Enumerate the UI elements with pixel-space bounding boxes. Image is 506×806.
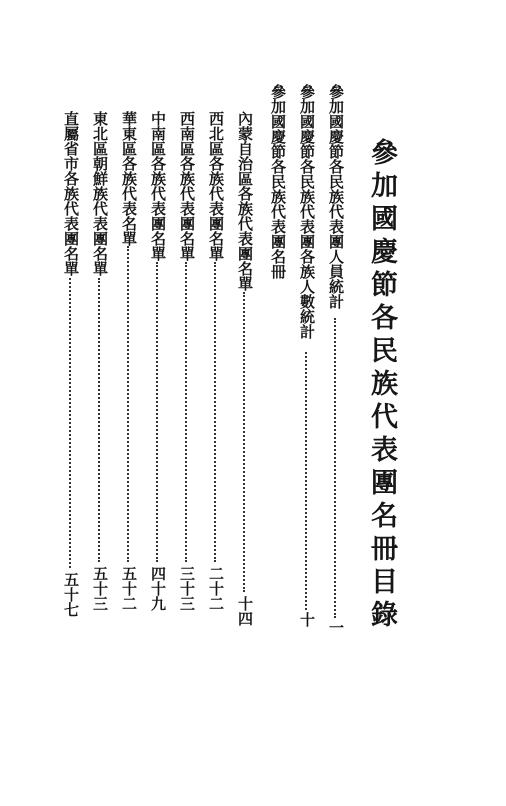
toc-entry-label: 西南區各族代表團名單 bbox=[178, 111, 196, 261]
toc-entry-label: 直屬省市各族代表團名單 bbox=[62, 111, 80, 276]
toc-entry-label: 內蒙自治區各族代表團名單 bbox=[236, 111, 254, 291]
toc-leader-dots bbox=[185, 262, 187, 562]
toc-entry-page: 一 bbox=[327, 620, 345, 635]
toc-entry-page: 四十九 bbox=[149, 566, 167, 611]
toc-entry-page: 二十二 bbox=[207, 566, 225, 611]
toc-title: 參加國慶節各民族代表團名冊目錄 bbox=[366, 138, 397, 633]
toc-leader-dots bbox=[127, 246, 129, 562]
toc-leader-dots bbox=[98, 278, 100, 562]
toc-entry-page: 五十二 bbox=[120, 566, 138, 611]
toc-entry-label: 華東區各族代表名單 bbox=[120, 111, 138, 246]
toc-entry-page: 十四 bbox=[236, 596, 254, 626]
toc-leader-dots bbox=[334, 318, 336, 618]
toc-entry-label: 參加國慶節各民族代表團人員統計 bbox=[327, 84, 345, 309]
toc-leader-dots bbox=[214, 262, 216, 562]
toc-leader-dots bbox=[69, 278, 71, 568]
toc-entry-page: 五十三 bbox=[91, 566, 109, 611]
toc-leader-dots bbox=[156, 262, 158, 562]
toc-entry-label: 西北區各族代表團名單 bbox=[207, 111, 225, 261]
toc-entry-page: 十 bbox=[298, 612, 316, 627]
toc-entry-page: 三十三 bbox=[178, 566, 196, 611]
toc-entry-label: 參加國慶節各民族代表團各族人數統計 bbox=[298, 84, 316, 339]
toc-leader-dots bbox=[305, 352, 307, 610]
toc-leader-dots bbox=[243, 292, 245, 592]
toc-entry-label: 東北區朝鮮族代表團名單 bbox=[91, 111, 109, 276]
toc-entry-page: 五十七 bbox=[62, 572, 80, 617]
toc-entry-label: 中南區各族代表團名單 bbox=[149, 111, 167, 261]
toc-section-heading: 參加國慶節各民族代表團名冊 bbox=[269, 84, 287, 279]
